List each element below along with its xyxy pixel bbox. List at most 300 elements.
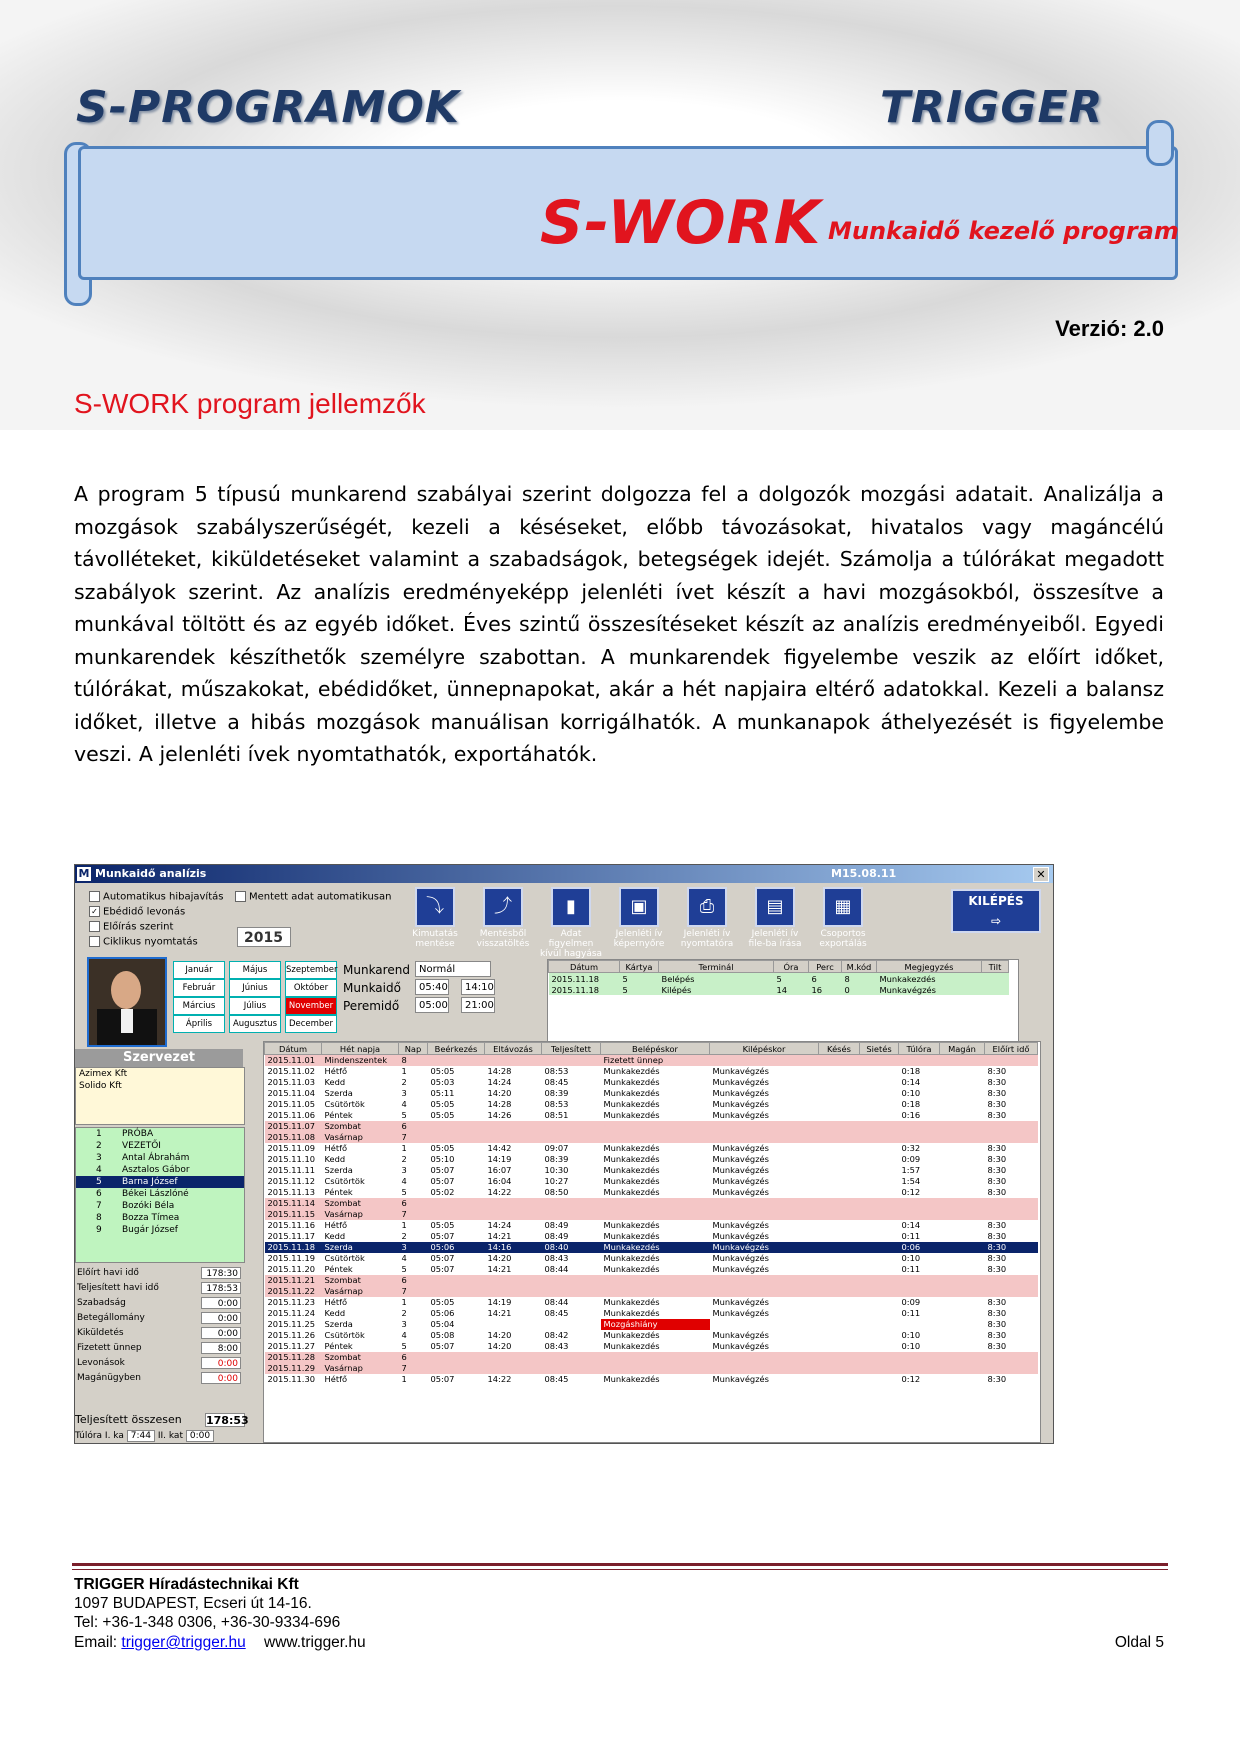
table-cell: 2015.11.20 — [267, 1264, 316, 1274]
month-button[interactable]: Január — [173, 961, 225, 979]
table-cell — [542, 1209, 601, 1220]
table-cell: 8:30 — [987, 1374, 1007, 1384]
table-cell: 08:53 — [544, 1066, 569, 1076]
table-cell: 09:07 — [544, 1143, 569, 1153]
table-cell — [428, 1198, 485, 1209]
table-cell: 05:07 — [430, 1264, 455, 1274]
column-header[interactable]: Előírt idő — [985, 1043, 1038, 1055]
table-cell: 08:45 — [544, 1308, 569, 1318]
table-cell: 8:30 — [987, 1066, 1007, 1076]
list-item[interactable]: 2 VEZETŐI — [96, 1141, 161, 1151]
table-row[interactable] — [265, 1253, 1038, 1264]
toolbar-ignore-button[interactable]: ▮ Adat figyelmen kívül hagyása — [539, 887, 603, 959]
table-cell: 2015.11.19 — [267, 1253, 316, 1263]
table-row[interactable] — [265, 1352, 1038, 1363]
table-cell: Szombat — [322, 1121, 399, 1132]
printer-icon: ⎙ — [687, 887, 727, 927]
table-cell: Szombat — [322, 1352, 399, 1363]
table-row[interactable] — [265, 1297, 1038, 1308]
table-cell: 08:39 — [544, 1088, 569, 1098]
table-cell: Munkavégzés — [712, 1297, 769, 1307]
table-cell: Munkakezdés — [603, 1297, 660, 1307]
table-cell — [940, 1077, 985, 1088]
toolbar-screen-button[interactable]: ▣ Jelenléti ív képernyőre — [607, 887, 671, 959]
table-cell — [542, 1132, 601, 1143]
checkbox-auto-fix[interactable]: Automatikus hibajavítás — [89, 891, 223, 903]
table-cell: Mozgáshiány — [601, 1319, 710, 1330]
table-cell: 2015.11.26 — [267, 1330, 316, 1340]
table-cell — [601, 1209, 710, 1220]
table-cell — [819, 1275, 860, 1286]
table-cell: Munkakezdés — [603, 1330, 660, 1340]
table-cell: 8:30 — [987, 1319, 1007, 1329]
table-row[interactable] — [265, 1242, 1038, 1253]
table-cell: Munkakezdés — [603, 1231, 660, 1241]
table-cell: 2015.11.21 — [265, 1275, 322, 1286]
month-button[interactable]: Június — [229, 979, 281, 997]
product-subtitle: Munkaidő kezelő program — [828, 217, 1179, 245]
table-cell: Munkavégzés — [712, 1330, 769, 1340]
column-header[interactable]: Sietés — [860, 1043, 899, 1055]
table-row[interactable] — [265, 1264, 1038, 1275]
list-item[interactable]: 3 Antal Ábrahám — [96, 1153, 190, 1163]
table-row[interactable]: 2015.11.18 5 Belépés 5 6 8 Munkakezdés — [549, 973, 1009, 985]
table-cell: 0:12 — [901, 1187, 921, 1197]
table-cell: Munkakezdés — [603, 1154, 660, 1164]
table-cell: 4 — [401, 1330, 407, 1340]
table-cell: Munkavégzés — [712, 1099, 769, 1109]
table-cell: 1 — [401, 1143, 407, 1153]
table-cell: Szerda — [324, 1088, 353, 1098]
table-cell — [860, 1154, 899, 1165]
table-cell — [819, 1286, 860, 1297]
table-cell: 2015.11.24 — [267, 1308, 316, 1318]
table-row[interactable] — [265, 1220, 1038, 1231]
table-cell — [860, 1220, 899, 1231]
table-cell: Szombat — [322, 1198, 399, 1209]
toolbar-save-button[interactable]: ⤵ Kimutatás mentése — [403, 887, 467, 959]
table-cell: 0:10 — [901, 1330, 921, 1340]
table-row[interactable] — [265, 1330, 1038, 1341]
table-cell: Munkavégzés — [712, 1187, 769, 1197]
table-cell: 2015.11.07 — [265, 1121, 322, 1132]
table-cell: Csütörtök — [324, 1176, 365, 1186]
column-header[interactable]: Kilépéskor — [710, 1043, 819, 1055]
table-cell: Munkavégzés — [712, 1154, 769, 1164]
table-cell — [485, 1121, 542, 1132]
table-cell: Munkavégzés — [712, 1110, 769, 1120]
table-cell — [860, 1264, 899, 1275]
table-cell: Munkakezdés — [603, 1308, 660, 1318]
table-row[interactable] — [265, 1121, 1038, 1132]
table-cell — [940, 1088, 985, 1099]
table-cell — [819, 1308, 860, 1319]
table-row[interactable] — [265, 1319, 1038, 1330]
table-cell — [710, 1132, 819, 1143]
table-cell: 3 — [401, 1088, 407, 1098]
table-row[interactable] — [265, 1374, 1038, 1385]
summary-row: Fizetett ünnep 8:00 — [75, 1342, 245, 1357]
table-cell: 05:07 — [430, 1374, 455, 1384]
table-cell: 05:08 — [430, 1330, 455, 1340]
table-cell — [860, 1176, 899, 1187]
table-row[interactable] — [265, 1110, 1038, 1121]
munkaido-from-field[interactable]: 05:40 — [415, 979, 449, 995]
column-header[interactable]: Hét napja — [322, 1043, 399, 1055]
table-cell — [601, 1198, 710, 1209]
table-cell: 8:30 — [987, 1341, 1007, 1351]
table-cell: 05:06 — [430, 1308, 455, 1318]
table-cell: Péntek — [324, 1264, 353, 1274]
table-cell: 8:30 — [987, 1143, 1007, 1153]
munkarend-label: Munkarend — [343, 963, 410, 977]
table-row[interactable]: 2015.11.18 5 Kilépés 14 16 0 Munkavégzés — [549, 984, 1009, 995]
table-cell: 5 — [401, 1187, 407, 1197]
table-cell — [485, 1132, 542, 1143]
screen-icon: ▣ — [619, 887, 659, 927]
table-cell: 14:26 — [487, 1110, 512, 1120]
month-button[interactable]: Február — [173, 979, 225, 997]
toolbar-restore-button[interactable]: ⤴ Mentésből visszatöltés — [471, 887, 535, 959]
table-cell: 05:03 — [430, 1077, 455, 1087]
table-cell: 2015.11.22 — [265, 1286, 322, 1297]
table-cell — [940, 1198, 985, 1209]
website-link[interactable]: www.trigger.hu — [264, 1634, 366, 1651]
list-item-selected[interactable]: 5 Barna József — [76, 1176, 244, 1188]
checkbox-saved-data[interactable]: Mentett adat automatikusan — [235, 891, 392, 903]
table-cell: 08:49 — [544, 1231, 569, 1241]
table-cell — [860, 1330, 899, 1341]
table-cell: 10:27 — [544, 1176, 569, 1186]
column-header[interactable]: Eltávozás — [485, 1043, 542, 1055]
table-cell: 08:43 — [544, 1253, 569, 1263]
table-cell — [940, 1253, 985, 1264]
table-cell: 0:12 — [901, 1374, 921, 1384]
table-cell: 2015.11.14 — [265, 1198, 322, 1209]
table-cell — [819, 1110, 860, 1121]
table-cell — [710, 1121, 819, 1132]
table-cell — [899, 1132, 940, 1143]
table-cell: 2 — [401, 1231, 407, 1241]
table-cell: Péntek — [324, 1110, 353, 1120]
munkaido-label: Munkaidő — [343, 981, 401, 995]
month-button[interactable]: Május — [229, 961, 281, 979]
table-cell — [860, 1165, 899, 1176]
table-cell: 05:05 — [430, 1143, 455, 1153]
attendance-grid — [263, 1041, 1041, 1443]
footer-contact: Email: trigger@trigger.hu www.trigger.hu — [74, 1634, 366, 1651]
table-cell — [819, 1231, 860, 1242]
checkbox-cyclic-print[interactable]: Ciklikus nyomtatás — [89, 936, 198, 948]
table-cell — [710, 1055, 819, 1067]
table-cell: 2015.11.23 — [267, 1297, 316, 1307]
table-cell — [819, 1121, 860, 1132]
table-cell — [485, 1363, 542, 1374]
table-cell — [819, 1319, 860, 1330]
table-cell — [710, 1275, 819, 1286]
table-cell: 8:30 — [987, 1110, 1007, 1120]
close-icon[interactable]: ✕ — [1033, 867, 1049, 882]
table-row[interactable] — [265, 1187, 1038, 1198]
column-header[interactable]: Teljesített — [542, 1043, 601, 1055]
table-cell: Munkakezdés — [603, 1110, 660, 1120]
table-cell: Hétfő — [324, 1143, 348, 1153]
toolbar-export-button[interactable]: ▦ Csoportos exportálás — [811, 887, 875, 959]
table-cell: 14:28 — [487, 1099, 512, 1109]
toolbar-file-button[interactable]: ▤ Jelenléti ív file-ba írása — [743, 887, 807, 959]
table-cell — [819, 1066, 860, 1077]
table-cell: Munkakezdés — [603, 1077, 660, 1087]
table-cell: Munkavégzés — [712, 1220, 769, 1230]
summary-row: Betegállomány 0:00 — [75, 1312, 245, 1327]
table-cell: 14:24 — [487, 1220, 512, 1230]
table-cell — [940, 1308, 985, 1319]
arrow-right-icon: ⇨ — [990, 914, 1002, 928]
table-cell: 5 — [401, 1110, 407, 1120]
table-cell: 05:11 — [430, 1088, 455, 1098]
peremido-to-field[interactable]: 21:00 — [461, 997, 495, 1013]
table-cell — [940, 1187, 985, 1198]
table-cell — [860, 1286, 899, 1297]
table-cell — [899, 1352, 940, 1363]
table-cell: Munkavégzés — [710, 1242, 819, 1253]
table-cell — [819, 1253, 860, 1264]
table-row[interactable] — [265, 1088, 1038, 1099]
table-cell: Péntek — [324, 1341, 353, 1351]
month-button[interactable]: Március — [173, 997, 225, 1015]
table-row[interactable] — [265, 1275, 1038, 1286]
summary-row: Teljesített havi idő 178:53 — [75, 1282, 245, 1297]
table-cell: Kedd — [324, 1308, 346, 1318]
table-row[interactable] — [265, 1077, 1038, 1088]
table-row[interactable] — [265, 1132, 1038, 1143]
table-cell: 0:10 — [901, 1088, 921, 1098]
table-cell — [940, 1319, 985, 1330]
table-cell: Vasárnap — [322, 1209, 399, 1220]
table-cell — [940, 1297, 985, 1308]
column-header[interactable]: Beérkezés — [428, 1043, 485, 1055]
table-row[interactable] — [265, 1231, 1038, 1242]
table-cell: 05:07 — [430, 1176, 455, 1186]
table-cell — [601, 1275, 710, 1286]
table-cell: Munkakezdés — [603, 1187, 660, 1197]
table-cell: 2015.11.10 — [267, 1154, 316, 1164]
checkbox-lunch[interactable]: ✓ Ebédidő levonás — [89, 906, 185, 918]
table-cell — [542, 1363, 601, 1374]
table-cell: 14:20 — [487, 1088, 512, 1098]
table-cell: 2 — [401, 1308, 407, 1318]
table-cell — [985, 1352, 1038, 1363]
table-cell: Mindenszentek — [322, 1055, 399, 1067]
month-button[interactable]: Április — [173, 1015, 225, 1033]
table-cell — [428, 1132, 485, 1143]
table-cell: 14:28 — [487, 1066, 512, 1076]
table-cell: 14:16 — [485, 1242, 542, 1253]
table-cell: 8:30 — [987, 1088, 1007, 1098]
list-item[interactable]: Azimex Kft — [79, 1069, 128, 1079]
table-cell — [542, 1198, 601, 1209]
table-cell — [710, 1352, 819, 1363]
table-cell: 05:06 — [428, 1242, 485, 1253]
chart-icon: ▮ — [551, 887, 591, 927]
table-cell: 0:09 — [901, 1154, 921, 1164]
table-cell — [860, 1066, 899, 1077]
table-cell: 2015.11.08 — [265, 1132, 322, 1143]
list-item[interactable]: 9 Bugár József — [96, 1225, 178, 1235]
month-button[interactable]: December — [285, 1015, 337, 1033]
table-cell: Hétfő — [324, 1374, 348, 1384]
table-cell — [542, 1319, 601, 1330]
footer-address: 1097 BUDAPEST, Ecseri út 14-16. — [74, 1595, 312, 1612]
table-cell — [485, 1286, 542, 1297]
table-cell — [819, 1176, 860, 1187]
peremido-from-field[interactable]: 05:00 — [415, 997, 449, 1013]
email-link[interactable]: trigger@trigger.hu — [121, 1634, 246, 1651]
table-row[interactable] — [265, 1308, 1038, 1319]
list-item[interactable]: 1 PRÓBA — [96, 1129, 154, 1139]
table-cell — [940, 1209, 985, 1220]
column-header[interactable]: Magán — [940, 1043, 985, 1055]
table-row[interactable] — [265, 1066, 1038, 1077]
table-row[interactable] — [265, 1176, 1038, 1187]
summary-row: Kiküldetés 0:00 — [75, 1327, 245, 1342]
table-cell: Munkakezdés — [603, 1253, 660, 1263]
table-cell — [428, 1363, 485, 1374]
summary-row: Előírt havi idő 178:30 — [75, 1267, 245, 1282]
table-row[interactable] — [265, 1209, 1038, 1220]
table-cell: Munkakezdés — [601, 1242, 710, 1253]
table-cell — [985, 1055, 1038, 1067]
column-header[interactable]: Túlóra — [899, 1043, 940, 1055]
checkbox-by-rule[interactable]: Előírás szerint — [89, 921, 173, 933]
table-cell — [819, 1143, 860, 1154]
month-button-selected[interactable]: November — [285, 997, 337, 1015]
table-cell: 8:30 — [985, 1242, 1038, 1253]
table-cell — [940, 1374, 985, 1385]
table-cell — [940, 1286, 985, 1297]
table-cell — [940, 1055, 985, 1067]
employee-photo — [87, 957, 167, 1047]
table-cell: 7 — [399, 1286, 428, 1297]
employee-list — [75, 1127, 245, 1263]
table-cell — [860, 1077, 899, 1088]
column-header[interactable]: Belépéskor — [601, 1043, 710, 1055]
file-icon: ▤ — [755, 887, 795, 927]
table-cell: 2015.11.09 — [267, 1143, 316, 1153]
table-cell — [860, 1209, 899, 1220]
table-cell — [940, 1231, 985, 1242]
table-cell: Munkavégzés — [712, 1264, 769, 1274]
list-item[interactable]: 6 Békei Lászlóné — [96, 1189, 189, 1199]
table-row[interactable] — [265, 1165, 1038, 1176]
footer-phone: Tel: +36-1-348 0306, +36-30-9334-696 — [74, 1614, 341, 1631]
table-cell — [819, 1220, 860, 1231]
summary-row: Levonások 0:00 — [75, 1357, 245, 1372]
table-cell: 08:39 — [544, 1154, 569, 1164]
table-cell — [710, 1209, 819, 1220]
month-button[interactable]: Szeptember — [285, 961, 337, 979]
list-item[interactable]: 4 Asztalos Gábor — [96, 1165, 190, 1175]
table-row[interactable] — [265, 1363, 1038, 1374]
table-cell: 2015.11.25 — [267, 1319, 316, 1329]
table-row[interactable] — [265, 1198, 1038, 1209]
table-cell: 0:11 — [901, 1231, 921, 1241]
table-cell: 1 — [401, 1220, 407, 1230]
table-row[interactable] — [265, 1099, 1038, 1110]
year-spinner[interactable]: 2015 — [237, 927, 291, 947]
table-cell: Hétfő — [324, 1297, 348, 1307]
column-header[interactable]: Dátum — [265, 1043, 322, 1055]
month-button[interactable]: Augusztus — [229, 1015, 281, 1033]
list-item[interactable]: 7 Bozóki Béla — [96, 1201, 175, 1211]
table-cell: 7 — [399, 1209, 428, 1220]
table-cell: Péntek — [324, 1187, 353, 1197]
window-version: M15.08.11 — [831, 867, 897, 880]
table-row[interactable] — [265, 1055, 1038, 1067]
table-row[interactable] — [265, 1341, 1038, 1352]
table-cell — [485, 1209, 542, 1220]
table-cell: Munkakezdés — [603, 1165, 660, 1175]
table-cell — [710, 1198, 819, 1209]
table-cell — [819, 1088, 860, 1099]
table-cell: 14:21 — [487, 1264, 512, 1274]
table-cell — [601, 1121, 710, 1132]
column-header[interactable]: Nap — [399, 1043, 428, 1055]
table-cell: 2 — [401, 1077, 407, 1087]
table-cell — [940, 1154, 985, 1165]
table-cell — [601, 1363, 710, 1374]
table-cell — [985, 1275, 1038, 1286]
description-paragraph: A program 5 típusú munkarend szabályai szerint dolgozza fel a dolgozók mozgási adatait. Analizálja a mozgások szabályszerűségét, kezeli a késéseket, előbb távozásokat, hivatalos vagy magáncélú távolléteket, kiküldetéseket valamint a szabadságok, betegségek idejét. Számolja a túlórákat megadott szabályok szerint. Az analízis eredményeképp jelenléti ívet készít a havi mozgásokból, összesítve a munkával töltött és az egyéb időket. Éves szintű összesítéseket készít az analízis eredményeiből. Egyedi munkarendek készíthetők személyre szabottan. A munkarendek figyelembe veszik az előírt időket, túlórákat, műszakokat, ebédidőket, ünnepnapokat, akár a hét napjaira eltérő adatokkal. Kezeli a balansz időket, illetve a hibás mozgások manuálisan korrigálhatók. A munkanapok áthelyezését is figyelembe veszi. A jelenléti ívek nyomtathatók, exportáhatók. — [74, 482, 1164, 766]
table-cell — [860, 1088, 899, 1099]
table-row[interactable] — [265, 1286, 1038, 1297]
table-cell — [940, 1330, 985, 1341]
table-cell — [860, 1253, 899, 1264]
table-cell: 2015.11.05 — [267, 1099, 316, 1109]
column-header[interactable]: Késés — [819, 1043, 860, 1055]
table-cell: 8:30 — [987, 1330, 1007, 1340]
table-cell — [860, 1132, 899, 1143]
table-cell — [860, 1110, 899, 1121]
table-cell: 8:30 — [987, 1253, 1007, 1263]
toolbar-print-button[interactable]: ⎙ Jelenléti ív nyomtatóra — [675, 887, 739, 959]
table-cell: 14:20 — [487, 1341, 512, 1351]
table-row[interactable] — [265, 1143, 1038, 1154]
footer-company: TRIGGER Híradástechnikai Kft — [74, 1576, 299, 1593]
month-button[interactable]: Október — [285, 979, 337, 997]
list-item[interactable]: 8 Bozza Tímea — [96, 1213, 180, 1223]
list-item[interactable]: Solido Kft — [79, 1081, 122, 1091]
peremido-label: Peremidő — [343, 999, 400, 1013]
munkaido-to-field[interactable]: 14:10 — [461, 979, 495, 995]
table-cell — [819, 1099, 860, 1110]
table-cell — [542, 1275, 601, 1286]
table-row[interactable] — [265, 1154, 1038, 1165]
table-cell: 08:43 — [544, 1341, 569, 1351]
app-icon: M — [78, 867, 90, 880]
month-button[interactable]: Július — [229, 997, 281, 1015]
table-cell: 3 — [401, 1319, 407, 1329]
table-cell — [819, 1077, 860, 1088]
brand-left: S-PROGRAMOK — [76, 82, 460, 133]
table-cell — [428, 1055, 485, 1067]
table-cell: Munkakezdés — [603, 1066, 660, 1076]
exit-button[interactable]: KILÉPÉS ⇨ — [951, 889, 1041, 933]
munkarend-field[interactable]: Normál — [415, 961, 491, 977]
table-cell — [860, 1319, 899, 1330]
table-cell: 14:21 — [487, 1308, 512, 1318]
table-cell — [940, 1352, 985, 1363]
